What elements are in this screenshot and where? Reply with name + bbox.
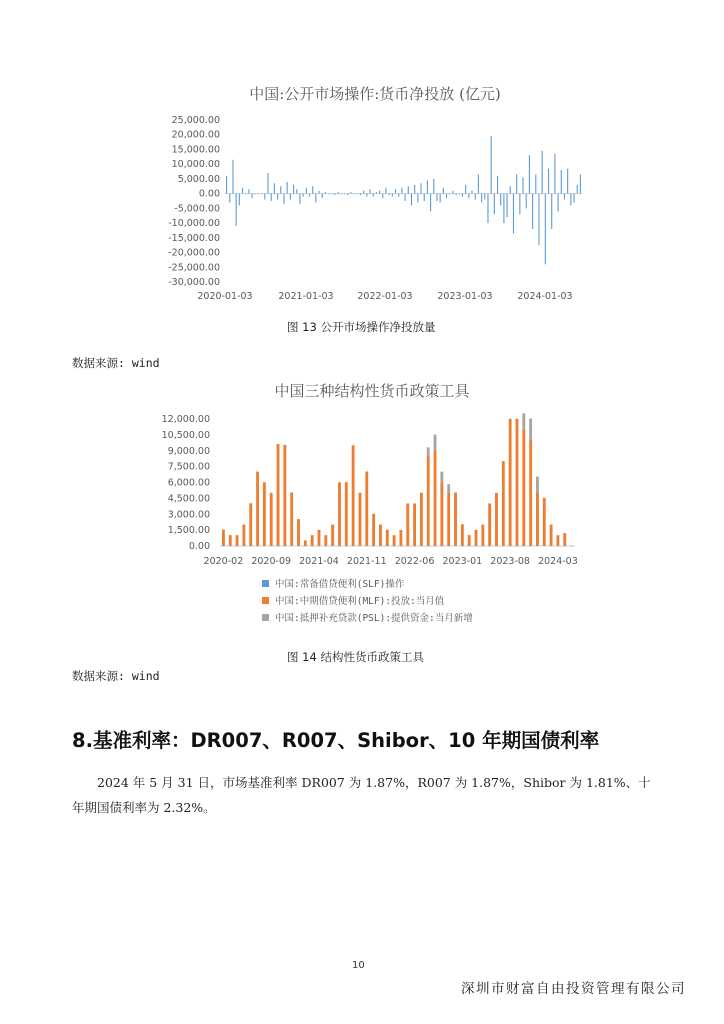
chart1-y-tick-label: 5,000.00: [177, 173, 220, 185]
chart1-y-tick-label: -15,000.00: [168, 232, 220, 244]
chart2-bar-mlf: [563, 533, 566, 546]
chart1-bar: [545, 194, 546, 265]
chart2-x-tick-label: 2023-01: [442, 556, 483, 567]
chart1-bar: [258, 194, 259, 195]
chart2-bar-psl: [529, 419, 532, 440]
chart1-y-tick-label: 0.00: [198, 188, 220, 200]
chart2-y-tick-label: 10,500.00: [161, 429, 210, 441]
legend-swatch-mlf: [262, 597, 269, 604]
chart2-bar-slf: [222, 545, 225, 546]
chart2-bar-mlf: [420, 493, 423, 546]
chart2-bar-mlf: [324, 535, 327, 546]
chart1-bar: [318, 191, 319, 194]
chart1-x-tick-label: 2024-01-03: [517, 291, 573, 302]
chart2-bar-mlf: [242, 525, 245, 546]
chart1-bar: [252, 194, 253, 198]
chart2-title: 中国三种结构性货币政策工具: [274, 382, 470, 400]
chart2-x-tick-label: 2021-11: [346, 556, 387, 567]
chart2-x-tick-label: 2024-03: [538, 556, 578, 567]
chart1-bar: [255, 194, 256, 195]
chart2-y-tick-label: 7,500.00: [167, 461, 210, 473]
chart2-bar-psl: [522, 413, 525, 429]
chart1-bar: [433, 179, 434, 194]
chart2-y-tick-label: 3,000.00: [167, 509, 210, 521]
chart1-bar: [277, 194, 278, 200]
chart2-y-tick-label: 9,000.00: [167, 445, 210, 457]
chart2-bar-mlf: [331, 525, 334, 546]
chart1-bar: [344, 194, 345, 195]
chart1-bar: [408, 186, 409, 193]
chart2-y-tick-label: 1,500.00: [167, 525, 210, 537]
chart2-bar-mlf: [440, 482, 443, 546]
chart1-bar: [580, 174, 581, 193]
chart2-bar-slf: [290, 545, 293, 546]
chart1-bar: [535, 174, 536, 193]
chart1-bar: [290, 194, 291, 200]
chart1-bar: [507, 194, 508, 218]
chart1-x-tick-label: 2023-01-03: [437, 291, 493, 302]
chart1-bar: [478, 174, 479, 193]
chart2-bar-mlf: [543, 498, 546, 546]
chart2-bar-mlf: [283, 445, 286, 546]
chart1-bar: [334, 194, 335, 195]
chart1-bar: [283, 194, 284, 204]
chart1-bar: [398, 194, 399, 197]
chart2-bar-mlf: [427, 456, 430, 546]
chart2-bar-mlf: [556, 535, 559, 546]
chart2-bar-mlf: [256, 472, 259, 546]
chart2-x-tick-label: 2020-02: [203, 556, 244, 567]
chart1-y-tick-label: -10,000.00: [168, 218, 220, 230]
chart1-title: 中国:公开市场操作:货币净投放 (亿元): [249, 85, 501, 103]
chart1-bar: [487, 194, 488, 223]
chart2-bar-mlf: [263, 482, 266, 546]
chart2-bar-mlf: [399, 530, 402, 546]
chart1-bar: [558, 194, 559, 212]
chart1-bar: [420, 183, 421, 193]
chart2-bar-mlf: [509, 419, 512, 546]
chart1-bar: [513, 194, 514, 234]
chart1-bar: [440, 194, 441, 203]
chart2-y-tick-label: 12,000.00: [161, 414, 210, 425]
chart2-bar-psl: [427, 447, 430, 455]
chart2-x-tick-label: 2020-09: [251, 556, 292, 567]
chart1-bar: [532, 194, 533, 229]
data-source-2: 数据来源: wind: [72, 669, 160, 683]
chart1-bar: [465, 185, 466, 194]
chart2-bar-mlf: [495, 493, 498, 546]
chart2-bar-mlf: [550, 525, 553, 546]
chart1-bar: [564, 194, 565, 200]
chart2-bar-mlf: [434, 451, 437, 546]
chart2-bar-mlf: [522, 429, 525, 545]
chart1-bar: [411, 194, 412, 206]
chart2-bar-mlf: [270, 493, 273, 546]
chart1-bar: [567, 169, 568, 194]
chart2-bar-psl: [447, 484, 450, 492]
chart1-bar: [328, 194, 329, 195]
chart2-bar-mlf: [406, 503, 409, 545]
page-number: 10: [352, 960, 365, 971]
chart2-bar-slf: [454, 545, 457, 546]
chart1-bar: [538, 194, 539, 246]
chart1-bar: [299, 194, 300, 204]
chart1-y-tick-label: -25,000.00: [168, 262, 220, 274]
chart1-bar: [347, 194, 348, 195]
chart2-bar-mlf: [249, 503, 252, 545]
chart1-bar: [452, 191, 453, 194]
chart1-bar: [519, 194, 520, 215]
chart1-bar: [267, 173, 268, 194]
chart1-bar: [226, 176, 227, 194]
chart2-bar-mlf: [468, 535, 471, 546]
chart1-bar: [395, 189, 396, 193]
chart2-x-tick-label: 2021-04: [299, 556, 339, 567]
chart1-bar: [261, 194, 262, 195]
chart1-bar: [417, 194, 418, 203]
chart1-bar: [366, 194, 367, 197]
open-market-net-injection-chart: [150, 80, 600, 305]
chart1-bar: [357, 194, 358, 195]
chart2-y-tick-label: 4,500.00: [167, 493, 210, 505]
chart2-y-tick-label: 0.00: [188, 541, 210, 552]
chart1-bar: [350, 192, 351, 193]
chart2-bar-psl: [440, 472, 443, 483]
chart2-bar-mlf: [304, 540, 307, 545]
chart2-bar-mlf: [352, 445, 355, 546]
chart1-bar: [497, 176, 498, 194]
chart1-bar: [232, 160, 233, 194]
company-name: 深圳市财富自由投资管理有限公司: [461, 981, 686, 997]
chart1-bar: [500, 194, 501, 206]
chart2-bar-mlf: [222, 530, 225, 546]
chart1-bar: [573, 194, 574, 203]
chart1-bar: [373, 194, 374, 197]
chart1-bar: [570, 194, 571, 206]
data-source-1: 数据来源: wind: [72, 356, 160, 370]
chart1-bar: [354, 194, 355, 195]
chart1-bar: [430, 194, 431, 212]
chart1-bar: [331, 194, 332, 195]
chart2-bar-mlf: [379, 525, 382, 546]
chart1-bar: [312, 186, 313, 193]
chart1-bar: [462, 194, 463, 197]
chart2-bar-psl: [536, 477, 539, 493]
chart2-bar-mlf: [475, 530, 478, 546]
chart1-bar: [242, 188, 243, 194]
legend-label-slf: 中国:常备借贷便利(SLF)操作: [275, 579, 405, 590]
chart1-bar: [516, 174, 517, 193]
chart1-y-tick-label: -20,000.00: [168, 247, 220, 259]
chart1-bar: [325, 192, 326, 193]
chart1-bar: [456, 194, 457, 195]
chart1-bar: [315, 194, 316, 203]
chart1-x-tick-label: 2021-01-03: [278, 291, 334, 302]
chart2-bar-mlf: [461, 524, 464, 545]
chart1-bar: [529, 155, 530, 193]
chart1-bar: [338, 192, 339, 193]
chart2-bar-mlf: [488, 503, 491, 545]
chart2-bar-mlf: [311, 535, 314, 546]
chart1-bar: [427, 180, 428, 193]
chart2-bar-mlf: [338, 482, 341, 546]
chart1-bar: [280, 186, 281, 193]
legend-swatch-slf: [262, 580, 269, 587]
section-paragraph: [72, 770, 662, 820]
chart1-bar: [542, 151, 543, 194]
chart1-bar: [274, 183, 275, 193]
chart1-bar: [296, 189, 297, 193]
chart1-bar: [382, 194, 383, 198]
chart1-bar: [389, 194, 390, 195]
chart1-bar: [424, 194, 425, 201]
chart2-bar-mlf: [413, 503, 416, 545]
chart1-bar: [401, 188, 402, 194]
chart1-bar: [491, 136, 492, 193]
chart1-bar: [522, 177, 523, 193]
chart1-bar: [484, 194, 485, 200]
chart1-bar: [526, 194, 527, 209]
chart1-bar: [303, 194, 304, 197]
chart2-bar-psl: [434, 435, 437, 451]
chart2-bar-mlf: [516, 419, 519, 546]
chart2-bar-mlf: [393, 535, 396, 546]
chart2-bar-mlf: [536, 493, 539, 546]
chart1-bar: [510, 186, 511, 193]
chart1-bar: [287, 182, 288, 194]
chart1-bar: [369, 189, 370, 193]
chart2-bar-mlf: [386, 530, 389, 546]
chart1-bar: [341, 194, 342, 195]
chart1-bar: [468, 194, 469, 198]
chart2-bar-mlf: [481, 525, 484, 546]
chart1-bar: [561, 170, 562, 194]
structural-policy-tools-chart: [150, 375, 600, 630]
chart2-bar-mlf: [365, 471, 368, 545]
chart1-bar: [459, 194, 460, 195]
chart1-bar: [554, 154, 555, 194]
legend-label-psl: 中国:抵押补充贷款(PSL):提供资金:当月新增: [275, 613, 473, 624]
chart2-bar-mlf: [277, 444, 280, 546]
chart1-y-tick-label: 20,000.00: [171, 129, 220, 141]
chart2-bar-mlf: [345, 482, 348, 546]
chart1-y-tick-label: 10,000.00: [171, 159, 220, 171]
chart1-y-tick-label: 15,000.00: [171, 144, 220, 156]
chart2-bar-mlf: [372, 514, 375, 546]
chart1-x-tick-label: 2022-01-03: [357, 291, 413, 302]
chart1-y-tick-label: -30,000.00: [168, 277, 220, 288]
chart2-bar-mlf: [359, 493, 362, 546]
chart1-bar: [405, 194, 406, 201]
chart2-bar-mlf: [236, 535, 239, 546]
chart2-bar-mlf: [529, 440, 532, 546]
chart2-bar-mlf: [229, 535, 232, 546]
chart1-bar: [443, 188, 444, 194]
section-paragraph-text: 2024 年 5 月 31 日，市场基准利率 DR007 为 1.87%，R007 为 1.87%，Shibor 为 1.81%、十年期国债利率为 2.32%。: [72, 775, 651, 815]
chart2-y-tick-label: 6,000.00: [167, 477, 210, 489]
chart1-bar: [548, 169, 549, 194]
chart1-bar: [379, 191, 380, 194]
chart1-bar: [360, 194, 361, 195]
chart1-bar: [239, 194, 240, 206]
chart1-bar: [248, 189, 249, 193]
chart1-bar: [471, 191, 472, 194]
chart1-bar: [481, 194, 482, 203]
chart2-x-tick-label: 2022-06: [394, 556, 435, 567]
chart1-bar: [577, 185, 578, 194]
chart1-bar: [363, 191, 364, 194]
legend-label-mlf: 中国:中期借贷便利(MLF):投放:当月值: [275, 596, 445, 607]
chart1-bar: [264, 194, 265, 200]
chart2-bar-slf: [461, 545, 464, 546]
chart2-legend: [262, 578, 473, 624]
chart1-bar: [446, 194, 447, 198]
chart1-x-tick-label: 2020-01-03: [197, 291, 253, 302]
chart1-bar: [245, 194, 246, 195]
chart1-bar: [271, 194, 272, 201]
chart1-y-tick-label: -5,000.00: [174, 203, 220, 215]
chart1-bar: [293, 185, 294, 194]
chart1-bar: [229, 194, 230, 203]
chart1-bar: [551, 194, 552, 229]
chart2-bar-mlf: [454, 492, 457, 545]
chart2-bar-slf: [536, 545, 539, 546]
chart1-bar: [309, 194, 310, 197]
chart1-bar: [376, 192, 377, 193]
chart2-bar-mlf: [290, 492, 293, 545]
legend-swatch-psl: [262, 614, 269, 621]
figure-14-caption: 图 14 结构性货币政策工具: [287, 650, 424, 664]
section-heading: 8.基准利率：DR007、R007、Shibor、10 年期国债利率: [72, 729, 600, 752]
chart1-bar: [494, 194, 495, 215]
chart1-bar: [436, 194, 437, 201]
chart1-bar: [449, 194, 450, 195]
chart1-bar: [475, 194, 476, 200]
chart1-bar: [392, 194, 393, 197]
figure-13-caption: 图 13 公开市场操作净投放量: [287, 320, 436, 334]
chart1-bar: [414, 185, 415, 194]
chart2-bar-mlf: [318, 530, 321, 546]
chart1-y-tick-label: 25,000.00: [171, 115, 220, 126]
chart1-bar: [306, 188, 307, 194]
chart2-x-tick-label: 2023-08: [490, 556, 530, 567]
chart2-bar-mlf: [502, 461, 505, 546]
chart2-bar-mlf: [447, 493, 450, 546]
chart2-bar-mlf: [297, 519, 300, 545]
chart2-bar-slf: [283, 545, 286, 546]
chart1-bar: [385, 188, 386, 194]
chart1-bar: [236, 194, 237, 226]
chart1-bar: [503, 194, 504, 223]
chart1-bar: [322, 194, 323, 198]
